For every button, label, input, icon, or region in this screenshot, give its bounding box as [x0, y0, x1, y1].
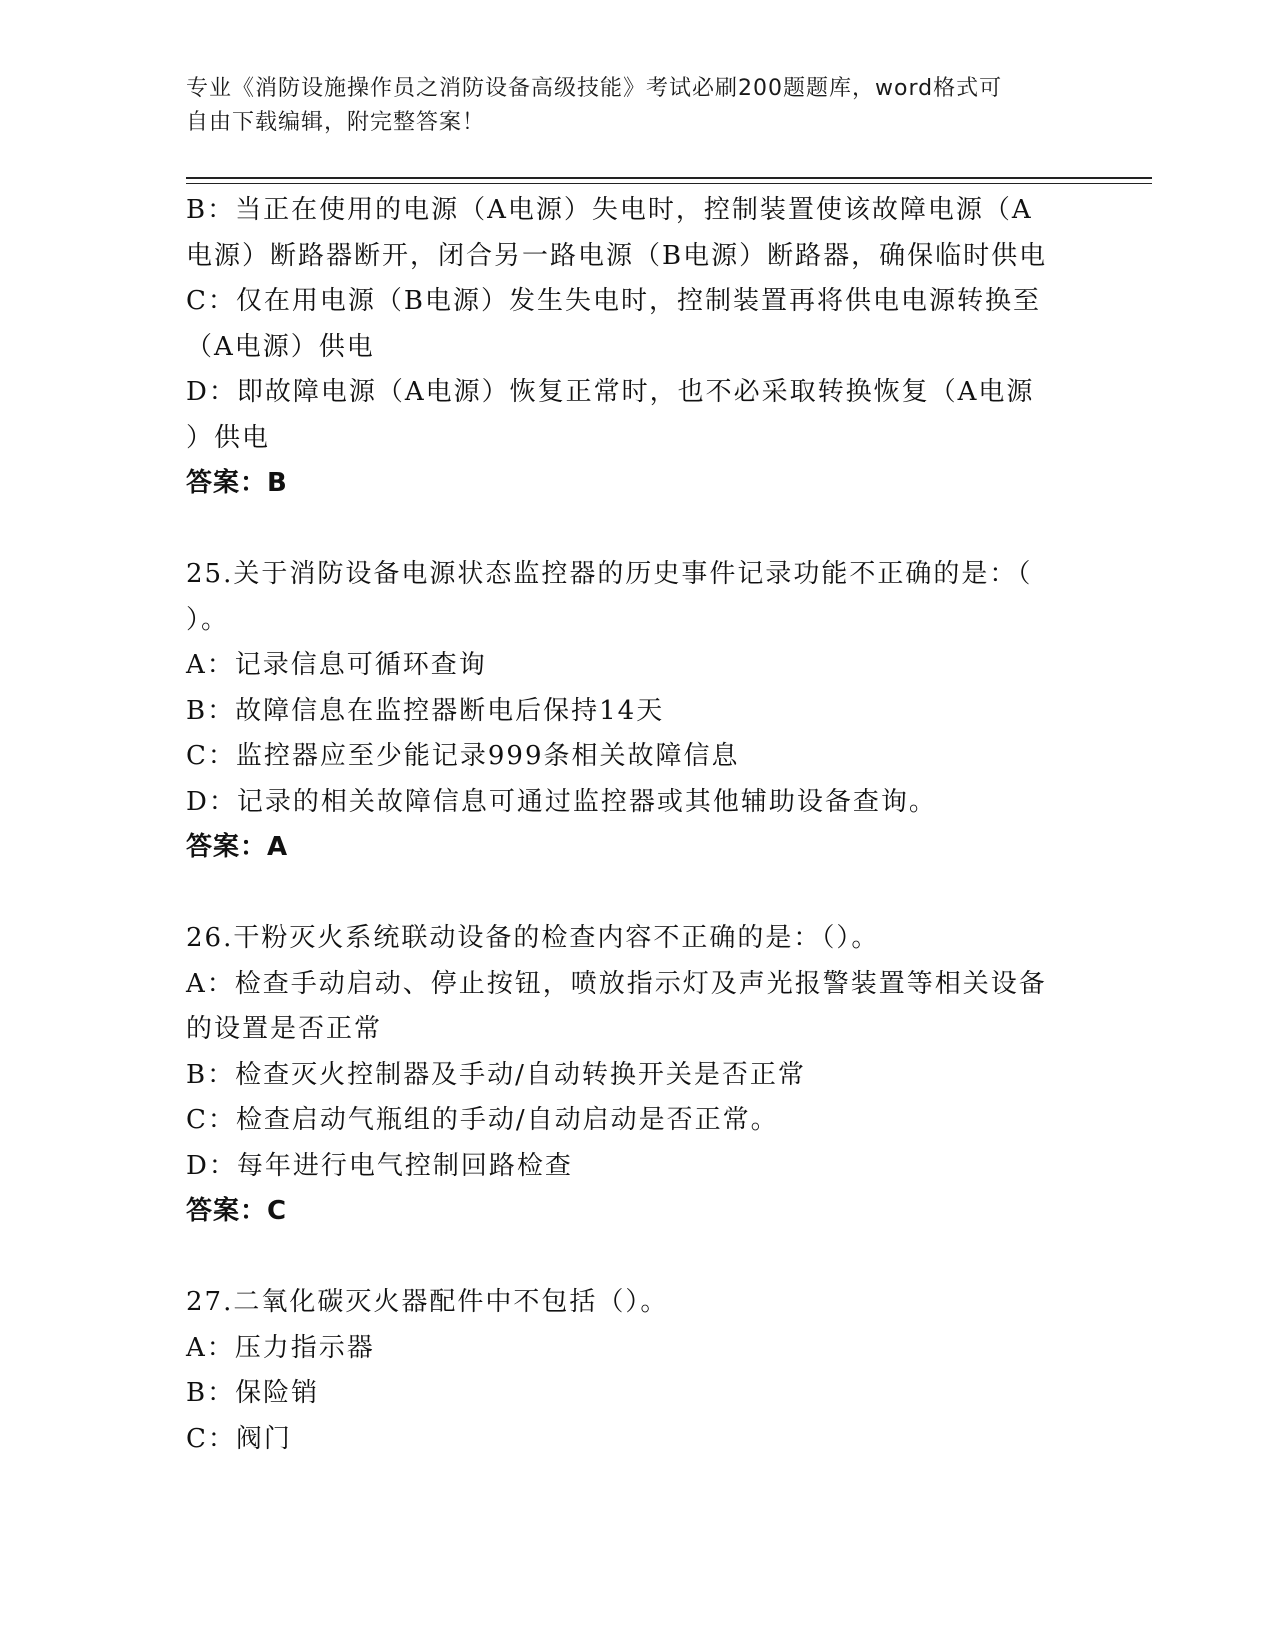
question-text: ）。 [186, 604, 230, 635]
option-line: ）供电 [186, 422, 271, 453]
header-line-1: 专业《消防设施操作员之消防设备高级技能》考试必刷200题题库，word格式可 [186, 76, 1003, 101]
question-text: 25.关于消防设备电源状态监控器的历史事件记录功能不正确的是：（ [186, 559, 1033, 589]
document-header [186, 72, 1086, 140]
option-line: C：仅在用电源（B电源）发生失电时，控制装置再将供电电源转换至 [186, 286, 1042, 316]
option-line: A：压力指示器 [186, 1332, 375, 1363]
option-line: B：检查灭火控制器及手动/自动转换开关是否正常 [186, 1059, 806, 1090]
header-line-2: 自由下载编辑，附完整答案！ [186, 110, 486, 135]
question-block-24 [186, 188, 1086, 507]
answer-line: 答案：B [186, 468, 288, 498]
option-line: D：记录的相关故障信息可通过监控器或其他辅助设备查询。 [186, 786, 937, 817]
question-content [186, 188, 1086, 1462]
option-line: D：每年进行电气控制回路检查 [186, 1150, 573, 1181]
answer-line: 答案：A [186, 832, 289, 862]
option-line: 的设置是否正常 [186, 1014, 383, 1044]
question-block-26 [186, 916, 1086, 1235]
option-line: C：阀门 [186, 1423, 292, 1454]
answer-line: 答案：C [186, 1196, 288, 1226]
question-block-25 [186, 552, 1086, 871]
option-line: 电源）断路器断开，闭合另一路电源（B电源）断路器，确保临时供电 [186, 240, 1048, 271]
option-line: B：保险销 [186, 1378, 320, 1408]
option-line: B：故障信息在监控器断电后保持14天 [186, 695, 665, 726]
option-line: （A电源）供电 [186, 331, 375, 362]
option-line: A：记录信息可循环查询 [186, 650, 487, 680]
option-line: A：检查手动启动、停止按钮，喷放指示灯及声光报警装置等相关设备 [186, 968, 1047, 999]
question-text: 26.干粉灭火系统联动设备的检查内容不正确的是：（）。 [186, 923, 880, 953]
option-line: C：检查启动气瓶组的手动/自动启动是否正常。 [186, 1105, 779, 1135]
option-line: B：当正在使用的电源（A电源）失电时，控制装置使该故障电源（A [186, 195, 1033, 225]
question-block-27 [186, 1280, 1086, 1462]
option-line: C：监控器应至少能记录999条相关故障信息 [186, 741, 740, 771]
option-line: D：即故障电源（A电源）恢复正常时，也不必采取转换恢复（A电源 [186, 377, 1035, 407]
question-text: 27.二氧化碳灭火器配件中不包括（）。 [186, 1287, 669, 1317]
header-rule-thick [186, 177, 1152, 179]
header-rule-thin [186, 183, 1152, 184]
